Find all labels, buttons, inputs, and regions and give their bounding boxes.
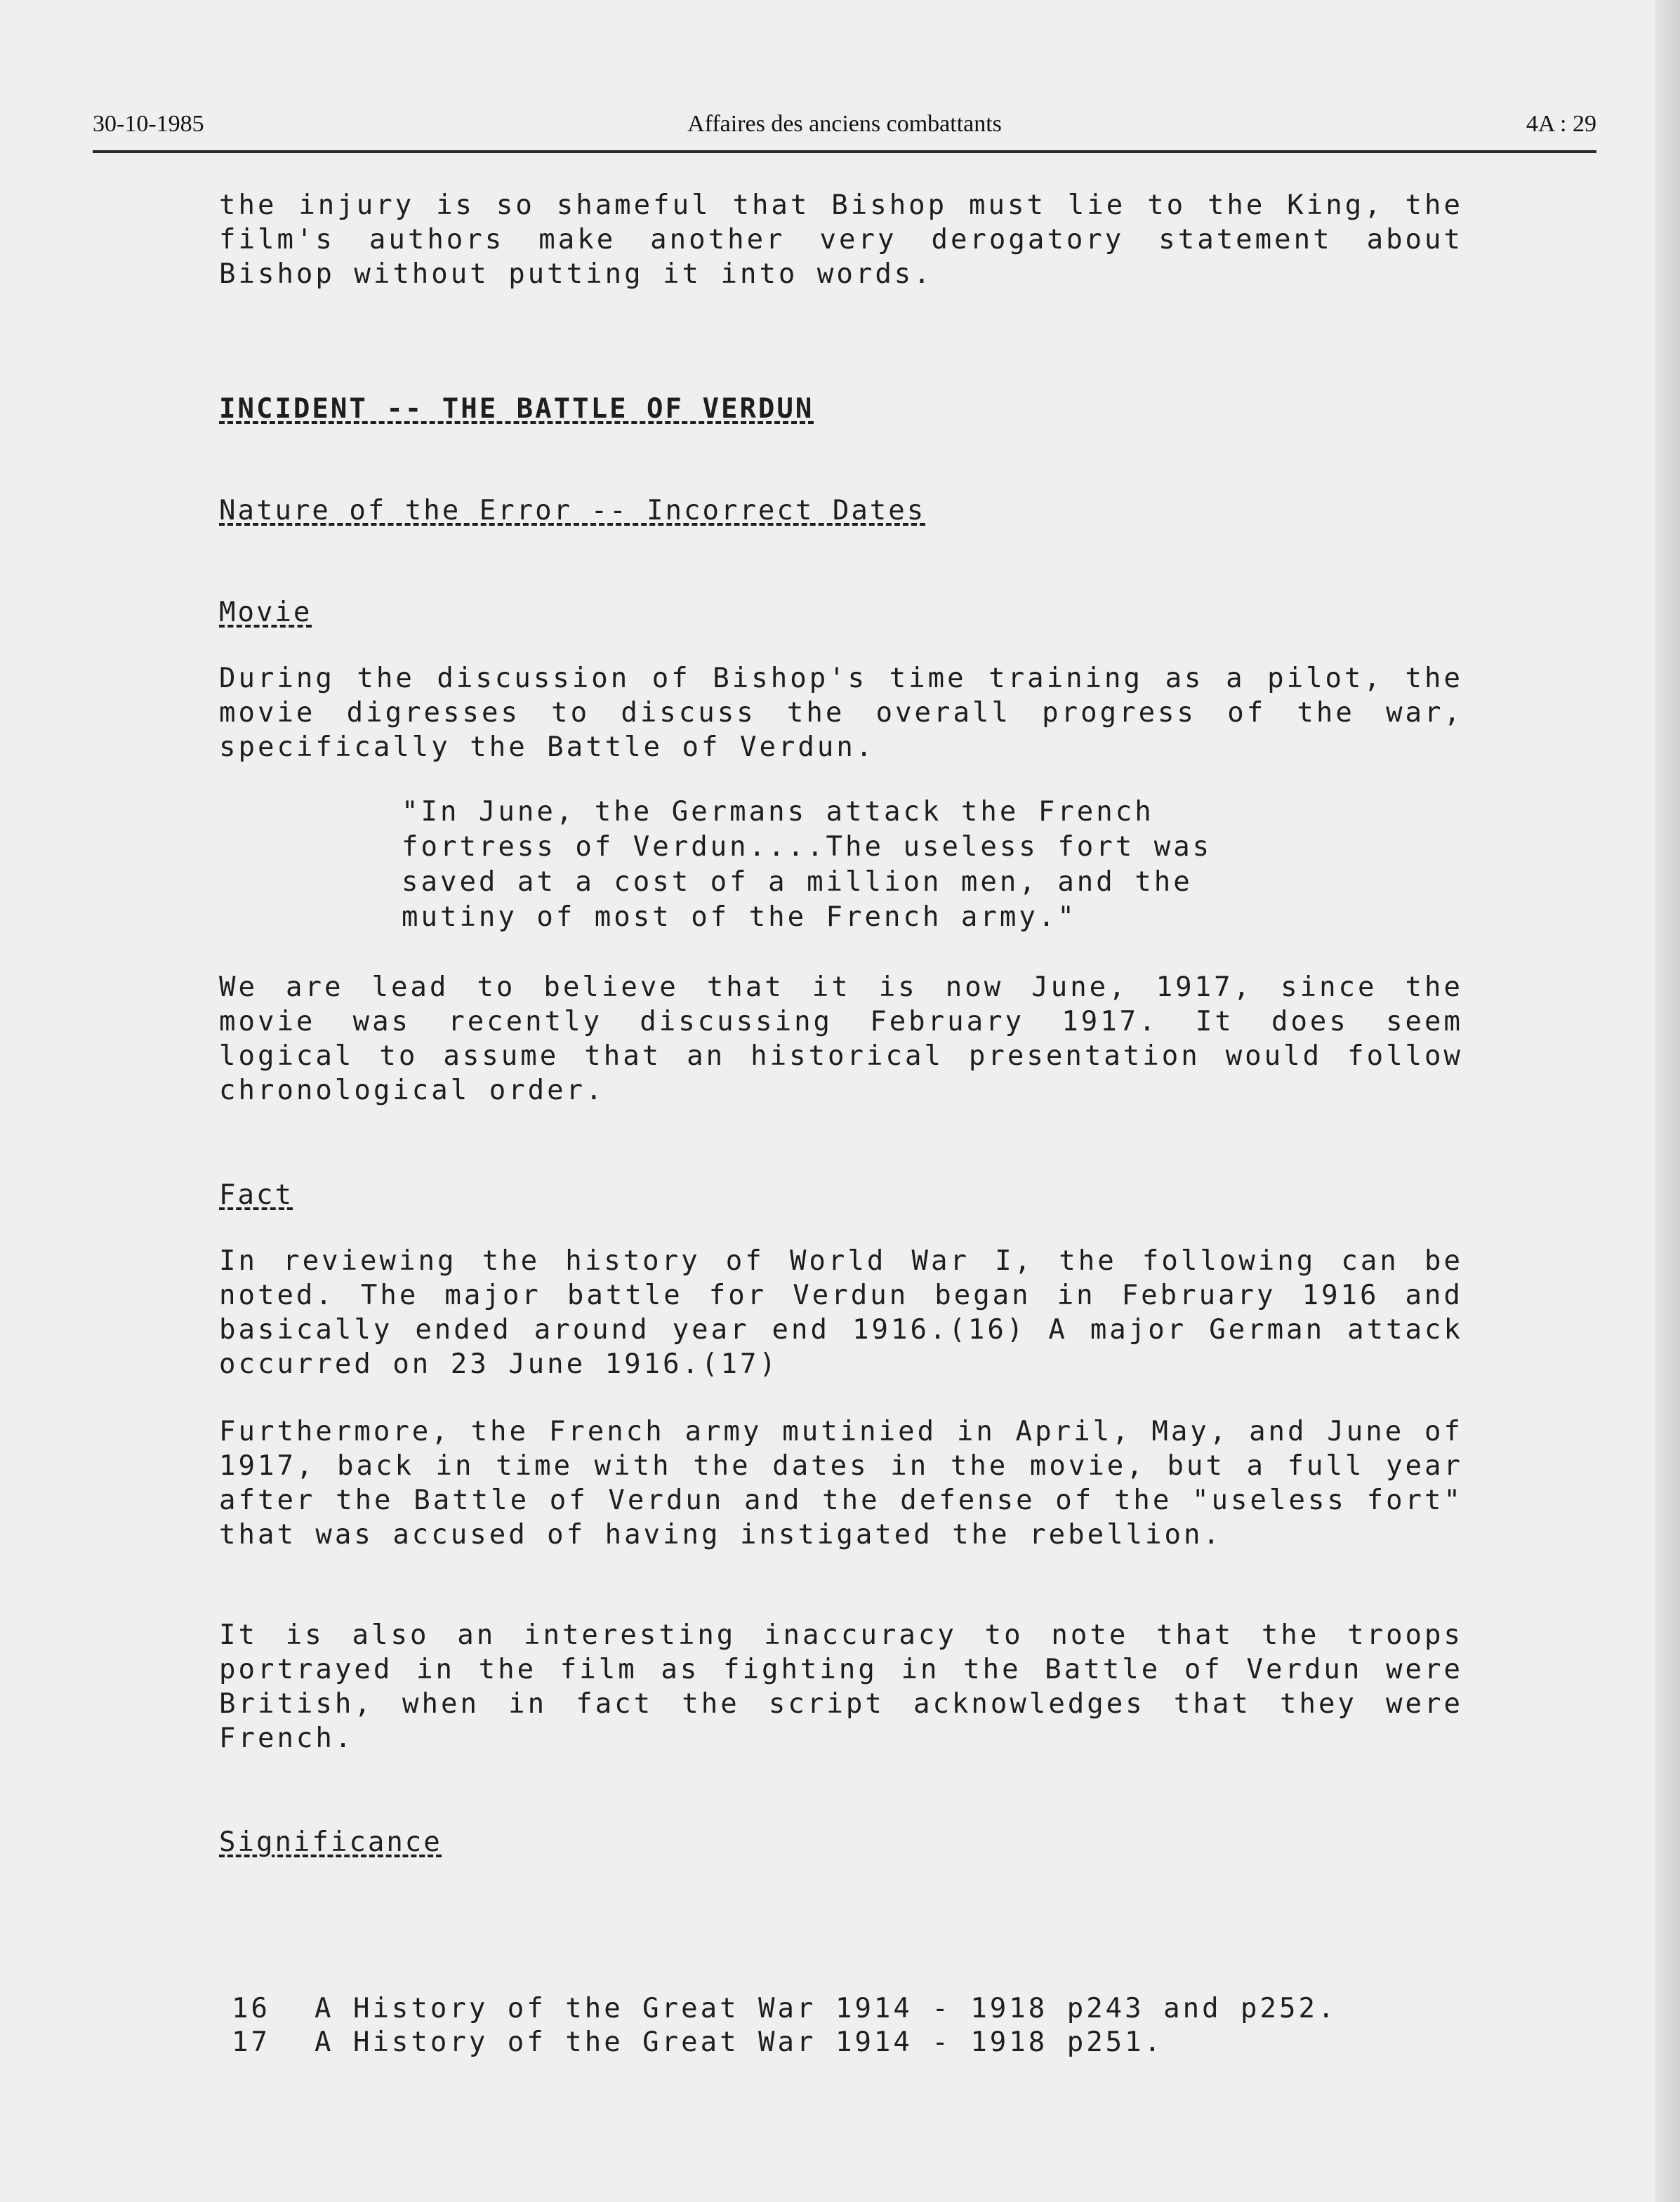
footnote-number: 16 [232,1993,270,2024]
fact-paragraph-3: It is also an interesting inaccuracy to note that the troops portrayed in the film as fighting in the Battle of Verdun were British, when in fact the script acknowledges that they were French. [219,1619,1483,1754]
movie-quote: "In June, the Germans attack the French fortress of Verdun....The useless fort was saved at a cost of a million men, and the mutiny of most of the French army." [402,796,1231,933]
footnote-16 [232,1992,1495,2025]
header-page-number: 4A : 29 [1526,111,1596,137]
header-date: 30-10-1985 [93,111,204,137]
footnote-number: 17 [232,2027,270,2058]
fact-paragraph-2: Furthermore, the French army mutinied in April, May, and June of 1917, back in time with the dates in the movie, but a full year after the Battle of Verdun and the defense of the "useless fort" that was accused of having instigated the rebellion. [219,1416,1483,1551]
lead-paragraph: We are lead to believe that it is now June, 1917, since the movie was recently discussing February 1917. It does seem logical to assume that an historical presentation would follow chronological order. [219,971,1483,1106]
fact-heading: Fact [219,1179,293,1211]
header-title: Affaires des anciens combattants [687,111,1002,137]
significance-heading: Significance [219,1826,442,1858]
movie-paragraph: During the discussion of Bishop's time training as a pilot, the movie digresses to discuss the overall progress of the war, specifically the Battle of Verdun. [219,663,1483,763]
intro-paragraph: the injury is so shameful that Bishop must lie to the King, the film's authors make another very derogatory statement about Bishop without putting it into words. [219,190,1483,290]
page-edge [1655,0,1680,2202]
page-header [93,105,1596,153]
footnote-17 [232,2026,1495,2059]
movie-heading: Movie [219,597,312,628]
incident-heading: INCIDENT -- THE BATTLE OF VERDUN [219,393,814,425]
footnote-text: A History of the Great War 1914 - 1918 p243 and p252. [315,1993,1337,2024]
error-heading: Nature of the Error -- Incorrect Dates [219,495,926,526]
fact-paragraph-1: In reviewing the history of World War I, the following can be noted. The major battle for Verdun began in February 1916 and basically ended around year end 1916.(16) A major German attack occurred on 23 June 1916.(17) [219,1245,1483,1380]
footnote-text: A History of the Great War 1914 - 1918 p251. [315,2027,1164,2058]
